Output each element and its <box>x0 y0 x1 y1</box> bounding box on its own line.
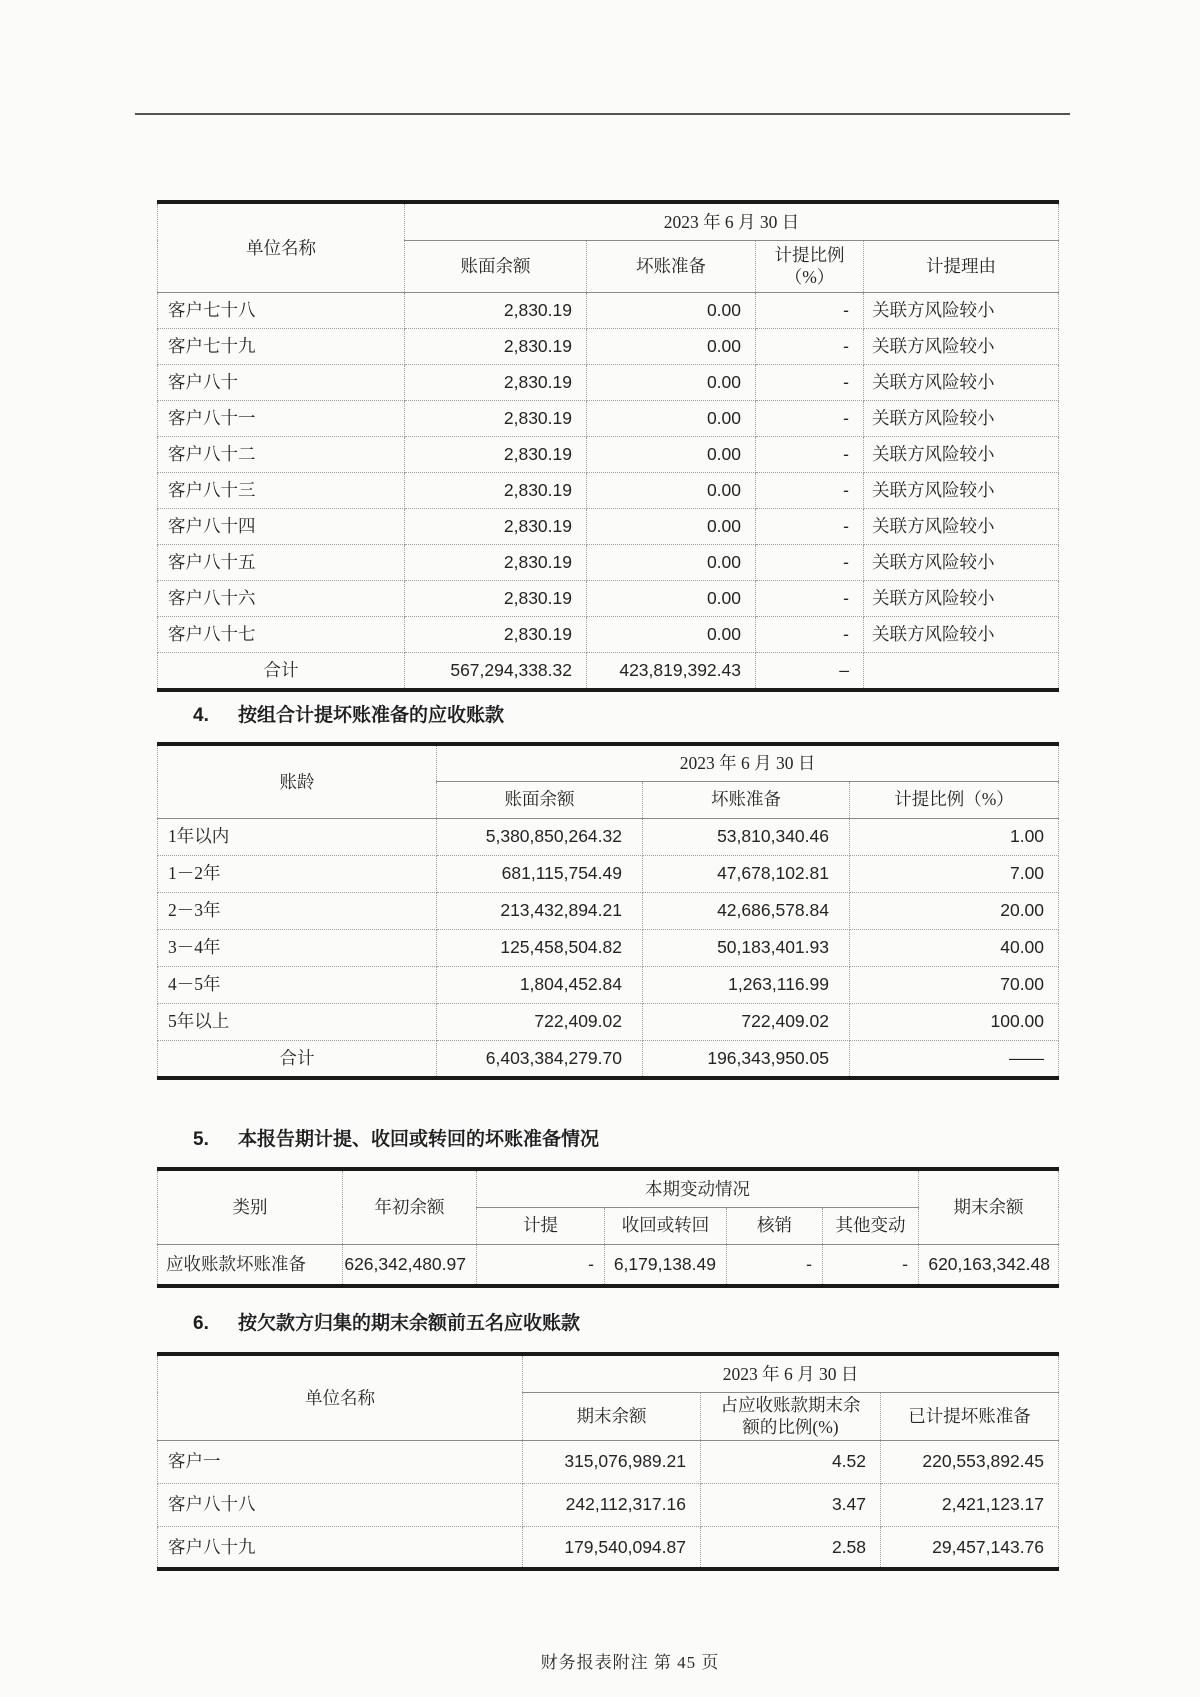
total-book-balance: 6,403,384,279.70 <box>437 1040 643 1078</box>
provision-ratio-cell: - <box>756 472 864 508</box>
total-label: 合计 <box>158 1040 437 1078</box>
section-4-heading <box>193 700 504 727</box>
page-header-rule <box>135 113 1070 115</box>
section-5-heading <box>193 1124 599 1151</box>
section-number: 6. <box>193 1313 209 1334</box>
section-title: 本报告期计提、收回或转回的坏账准备情况 <box>238 1129 600 1150</box>
aging-cell: 1－2年 <box>158 855 437 892</box>
book-balance-cell: 2,830.19 <box>405 400 587 436</box>
section-number: 5. <box>193 1129 209 1150</box>
beginning-balance-cell: 626,342,480.97 <box>343 1244 477 1286</box>
table-row <box>158 472 1059 508</box>
book-balance-cell: 2,830.19 <box>405 328 587 364</box>
writeoff-header: 核销 <box>727 1207 823 1244</box>
bad-debt-provision-cell: 0.00 <box>587 508 756 544</box>
top-five-receivables-table <box>157 1352 1059 1571</box>
unit-name-cell: 客户八十八 <box>158 1483 523 1526</box>
table-row <box>158 328 1059 364</box>
book-balance-cell: 2,830.19 <box>405 544 587 580</box>
period-change-group-header: 本期变动情况 <box>477 1169 919 1207</box>
book-balance-cell: 2,830.19 <box>405 580 587 616</box>
table-row <box>158 292 1059 328</box>
ending-balance-header: 期末余额 <box>523 1392 701 1440</box>
unit-name-cell: 客户八十九 <box>158 1526 523 1569</box>
provision-ratio-cell: - <box>756 508 864 544</box>
provision-ratio-header: 计提比例（%） <box>850 781 1059 818</box>
bad-debt-provision-header: 坏账准备 <box>643 781 850 818</box>
unit-name-header: 单位名称 <box>158 1354 523 1440</box>
bad-debt-provision-cell: 53,810,340.46 <box>643 818 850 855</box>
book-balance-cell: 2,830.19 <box>405 616 587 652</box>
provision-ratio-cell: - <box>756 328 864 364</box>
provision-reason-cell: 关联方风险较小 <box>864 400 1059 436</box>
bad-debt-provision-cell: 0.00 <box>587 400 756 436</box>
table-row <box>158 1483 1059 1526</box>
provision-ratio-cell: 100.00 <box>850 1003 1059 1040</box>
provision-reason-header: 计提理由 <box>864 240 1059 292</box>
table-row <box>158 364 1059 400</box>
accrual-cell: - <box>477 1244 605 1286</box>
recover-reverse-header: 收回或转回 <box>605 1207 727 1244</box>
ratio-cell: 4.52 <box>701 1440 881 1483</box>
table-row <box>158 818 1059 855</box>
aging-header: 账龄 <box>158 744 437 818</box>
category-header: 类别 <box>158 1169 343 1244</box>
book-balance-header: 账面余额 <box>405 240 587 292</box>
book-balance-cell: 2,830.19 <box>405 292 587 328</box>
total-book-balance: 567,294,338.32 <box>405 652 587 690</box>
table-row <box>158 400 1059 436</box>
provision-reason-cell: 关联方风险较小 <box>864 508 1059 544</box>
total-bad-debt-provision: 196,343,950.05 <box>643 1040 850 1078</box>
bad-debt-provision-cell: 0.00 <box>587 328 756 364</box>
section-number: 4. <box>193 705 209 726</box>
bad-debt-provision-cell: 50,183,401.93 <box>643 929 850 966</box>
provision-ratio-cell: 20.00 <box>850 892 1059 929</box>
provision-movement-table <box>157 1167 1059 1288</box>
bad-debt-provision-cell: 722,409.02 <box>643 1003 850 1040</box>
bad-debt-provision-cell: 0.00 <box>587 364 756 400</box>
ratio-cell: 3.47 <box>701 1483 881 1526</box>
book-balance-cell: 125,458,504.82 <box>437 929 643 966</box>
unit-name-cell: 客户八十一 <box>158 400 405 436</box>
provision-reason-cell: 关联方风险较小 <box>864 364 1059 400</box>
table-row <box>158 929 1059 966</box>
provision-ratio-cell: 70.00 <box>850 966 1059 1003</box>
aging-portfolio-table <box>157 742 1059 1080</box>
provision-reason-cell: 关联方风险较小 <box>864 292 1059 328</box>
bad-debt-provision-cell: 0.00 <box>587 580 756 616</box>
ending-balance-header: 期末余额 <box>919 1169 1059 1244</box>
related-party-receivables-table <box>157 200 1059 692</box>
aging-cell: 5年以上 <box>158 1003 437 1040</box>
beginning-balance-header: 年初余额 <box>343 1169 477 1244</box>
provision-made-cell: 220,553,892.45 <box>881 1440 1059 1483</box>
table-row <box>158 1244 1059 1286</box>
book-balance-cell: 722,409.02 <box>437 1003 643 1040</box>
book-balance-cell: 2,830.19 <box>405 436 587 472</box>
table-row <box>158 508 1059 544</box>
table-row <box>158 1440 1059 1483</box>
table-row <box>158 580 1059 616</box>
provision-reason-cell: 关联方风险较小 <box>864 328 1059 364</box>
ending-balance-cell: 620,163,342.48 <box>919 1244 1059 1286</box>
provision-made-cell: 29,457,143.76 <box>881 1526 1059 1569</box>
provision-made-cell: 2,421,123.17 <box>881 1483 1059 1526</box>
total-row <box>158 1040 1059 1078</box>
book-balance-cell: 681,115,754.49 <box>437 855 643 892</box>
provision-reason-cell: 关联方风险较小 <box>864 436 1059 472</box>
ending-balance-cell: 179,540,094.87 <box>523 1526 701 1569</box>
total-row <box>158 652 1059 690</box>
book-balance-cell: 5,380,850,264.32 <box>437 818 643 855</box>
ending-balance-cell: 242,112,317.16 <box>523 1483 701 1526</box>
ratio-of-total-header: 占应收账款期末余 额的比例(%) <box>701 1392 881 1440</box>
total-provision-ratio: – <box>756 652 864 690</box>
accrual-header: 计提 <box>477 1207 605 1244</box>
provision-ratio-header: 计提比例 （%） <box>756 240 864 292</box>
report-date-header: 2023 年 6 月 30 日 <box>437 744 1059 781</box>
writeoff-cell: - <box>727 1244 823 1286</box>
provision-ratio-cell: - <box>756 436 864 472</box>
provision-reason-cell: 关联方风险较小 <box>864 616 1059 652</box>
aging-cell: 1年以内 <box>158 818 437 855</box>
unit-name-header: 单位名称 <box>158 202 405 292</box>
unit-name-cell: 客户八十七 <box>158 616 405 652</box>
table-row <box>158 544 1059 580</box>
unit-name-cell: 客户八十五 <box>158 544 405 580</box>
other-change-header: 其他变动 <box>823 1207 919 1244</box>
total-reason-empty <box>864 652 1059 690</box>
bad-debt-provision-cell: 0.00 <box>587 472 756 508</box>
unit-name-cell: 客户一 <box>158 1440 523 1483</box>
table-row <box>158 616 1059 652</box>
table-row <box>158 436 1059 472</box>
aging-cell: 2－3年 <box>158 892 437 929</box>
unit-name-cell: 客户八十 <box>158 364 405 400</box>
bad-debt-provision-cell: 0.00 <box>587 292 756 328</box>
book-balance-cell: 1,804,452.84 <box>437 966 643 1003</box>
book-balance-cell: 2,830.19 <box>405 364 587 400</box>
table-row <box>158 892 1059 929</box>
provision-ratio-cell: - <box>756 544 864 580</box>
unit-name-cell: 客户八十六 <box>158 580 405 616</box>
provision-ratio-cell: - <box>756 616 864 652</box>
provision-ratio-cell: - <box>756 400 864 436</box>
book-balance-cell: 2,830.19 <box>405 508 587 544</box>
unit-name-cell: 客户七十九 <box>158 328 405 364</box>
bad-debt-provision-cell: 0.00 <box>587 616 756 652</box>
provision-ratio-cell: 1.00 <box>850 818 1059 855</box>
ratio-cell: 2.58 <box>701 1526 881 1569</box>
provision-ratio-cell: - <box>756 292 864 328</box>
provision-made-header: 已计提坏账准备 <box>881 1392 1059 1440</box>
report-date-header: 2023 年 6 月 30 日 <box>523 1354 1059 1392</box>
table-row <box>158 1526 1059 1569</box>
other-change-cell: - <box>823 1244 919 1286</box>
total-label: 合计 <box>158 652 405 690</box>
aging-cell: 4－5年 <box>158 966 437 1003</box>
unit-name-cell: 客户八十二 <box>158 436 405 472</box>
table-row <box>158 855 1059 892</box>
table-row <box>158 1003 1059 1040</box>
provision-ratio-cell: - <box>756 580 864 616</box>
bad-debt-provision-cell: 0.00 <box>587 544 756 580</box>
provision-reason-cell: 关联方风险较小 <box>864 472 1059 508</box>
total-provision-ratio: —— <box>850 1040 1059 1078</box>
book-balance-cell: 2,830.19 <box>405 472 587 508</box>
table-row <box>158 966 1059 1003</box>
provision-ratio-cell: 7.00 <box>850 855 1059 892</box>
recover-reverse-cell: 6,179,138.49 <box>605 1244 727 1286</box>
section-6-heading <box>193 1308 580 1335</box>
bad-debt-provision-header: 坏账准备 <box>587 240 756 292</box>
bad-debt-provision-cell: 47,678,102.81 <box>643 855 850 892</box>
bad-debt-provision-cell: 42,686,578.84 <box>643 892 850 929</box>
total-bad-debt-provision: 423,819,392.43 <box>587 652 756 690</box>
report-date-header: 2023 年 6 月 30 日 <box>405 202 1059 240</box>
provision-reason-cell: 关联方风险较小 <box>864 544 1059 580</box>
ending-balance-cell: 315,076,989.21 <box>523 1440 701 1483</box>
aging-cell: 3－4年 <box>158 929 437 966</box>
unit-name-cell: 客户七十八 <box>158 292 405 328</box>
page-footer: 财务报表附注 第 45 页 <box>540 1653 720 1672</box>
bad-debt-provision-cell: 1,263,116.99 <box>643 966 850 1003</box>
book-balance-cell: 213,432,894.21 <box>437 892 643 929</box>
provision-ratio-cell: - <box>756 364 864 400</box>
unit-name-cell: 客户八十三 <box>158 472 405 508</box>
bad-debt-provision-cell: 0.00 <box>587 436 756 472</box>
provision-ratio-cell: 40.00 <box>850 929 1059 966</box>
category-cell: 应收账款坏账准备 <box>158 1244 343 1286</box>
unit-name-cell: 客户八十四 <box>158 508 405 544</box>
section-title: 按欠款方归集的期末余额前五名应收账款 <box>238 1313 581 1334</box>
book-balance-header: 账面余额 <box>437 781 643 818</box>
section-title: 按组合计提坏账准备的应收账款 <box>238 705 505 726</box>
provision-reason-cell: 关联方风险较小 <box>864 580 1059 616</box>
